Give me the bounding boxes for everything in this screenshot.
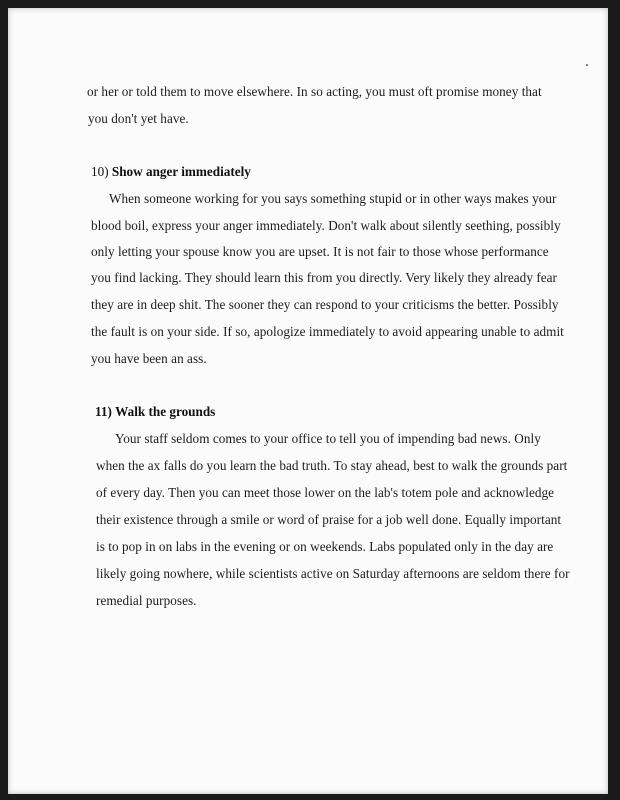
- body-line: remedial purposes.: [96, 593, 197, 608]
- body-line: blood boil, express your anger immediately. Don't walk about silently seething, possibly: [91, 218, 561, 233]
- body-line: you don't yet have.: [88, 111, 189, 126]
- body-line: or her or told them to move elsewhere. In so acting, you must oft promise money that: [87, 84, 542, 99]
- section-title: Walk the grounds: [115, 404, 216, 419]
- body-line: is to pop in on labs in the evening or on weekends. Labs populated only in the day are: [96, 539, 554, 554]
- body-line: the fault is on your side. If so, apologize immediately to avoid appearing unable to admit: [91, 324, 564, 339]
- body-line: you have been an ass.: [91, 351, 207, 366]
- body-line: likely going nowhere, while scientists active on Saturday afternoons are seldom there for: [96, 566, 570, 581]
- body-line: they are in deep shit. The sooner they can respond to your criticisms the better. Possibly: [91, 297, 559, 312]
- body-line: only letting your spouse know you are upset. It is not fair to those whose performance: [91, 244, 549, 259]
- body-line: when the ax falls do you learn the bad truth. To stay ahead, best to walk the grounds part: [96, 458, 568, 473]
- body-line: When someone working for you says something stupid or in other ways makes your: [109, 191, 557, 206]
- paper-speck: [586, 64, 588, 66]
- body-line: their existence through a smile or word of praise for a job well done. Equally important: [96, 512, 562, 527]
- section-number: 11): [95, 404, 112, 419]
- body-line: of every day. Then you can meet those lower on the lab's totem pole and acknowledge: [96, 485, 555, 500]
- document-page: [8, 8, 608, 794]
- section-heading: [91, 164, 251, 180]
- section-title: Show anger immediately: [111, 164, 251, 179]
- body-line: you find lacking. They should learn this from you directly. Very likely they already fear: [91, 270, 558, 285]
- body-line: Your staff seldom comes to your office to tell you of impending bad news. Only: [115, 431, 541, 446]
- section-heading: [95, 404, 215, 420]
- section-number: 10): [91, 164, 109, 179]
